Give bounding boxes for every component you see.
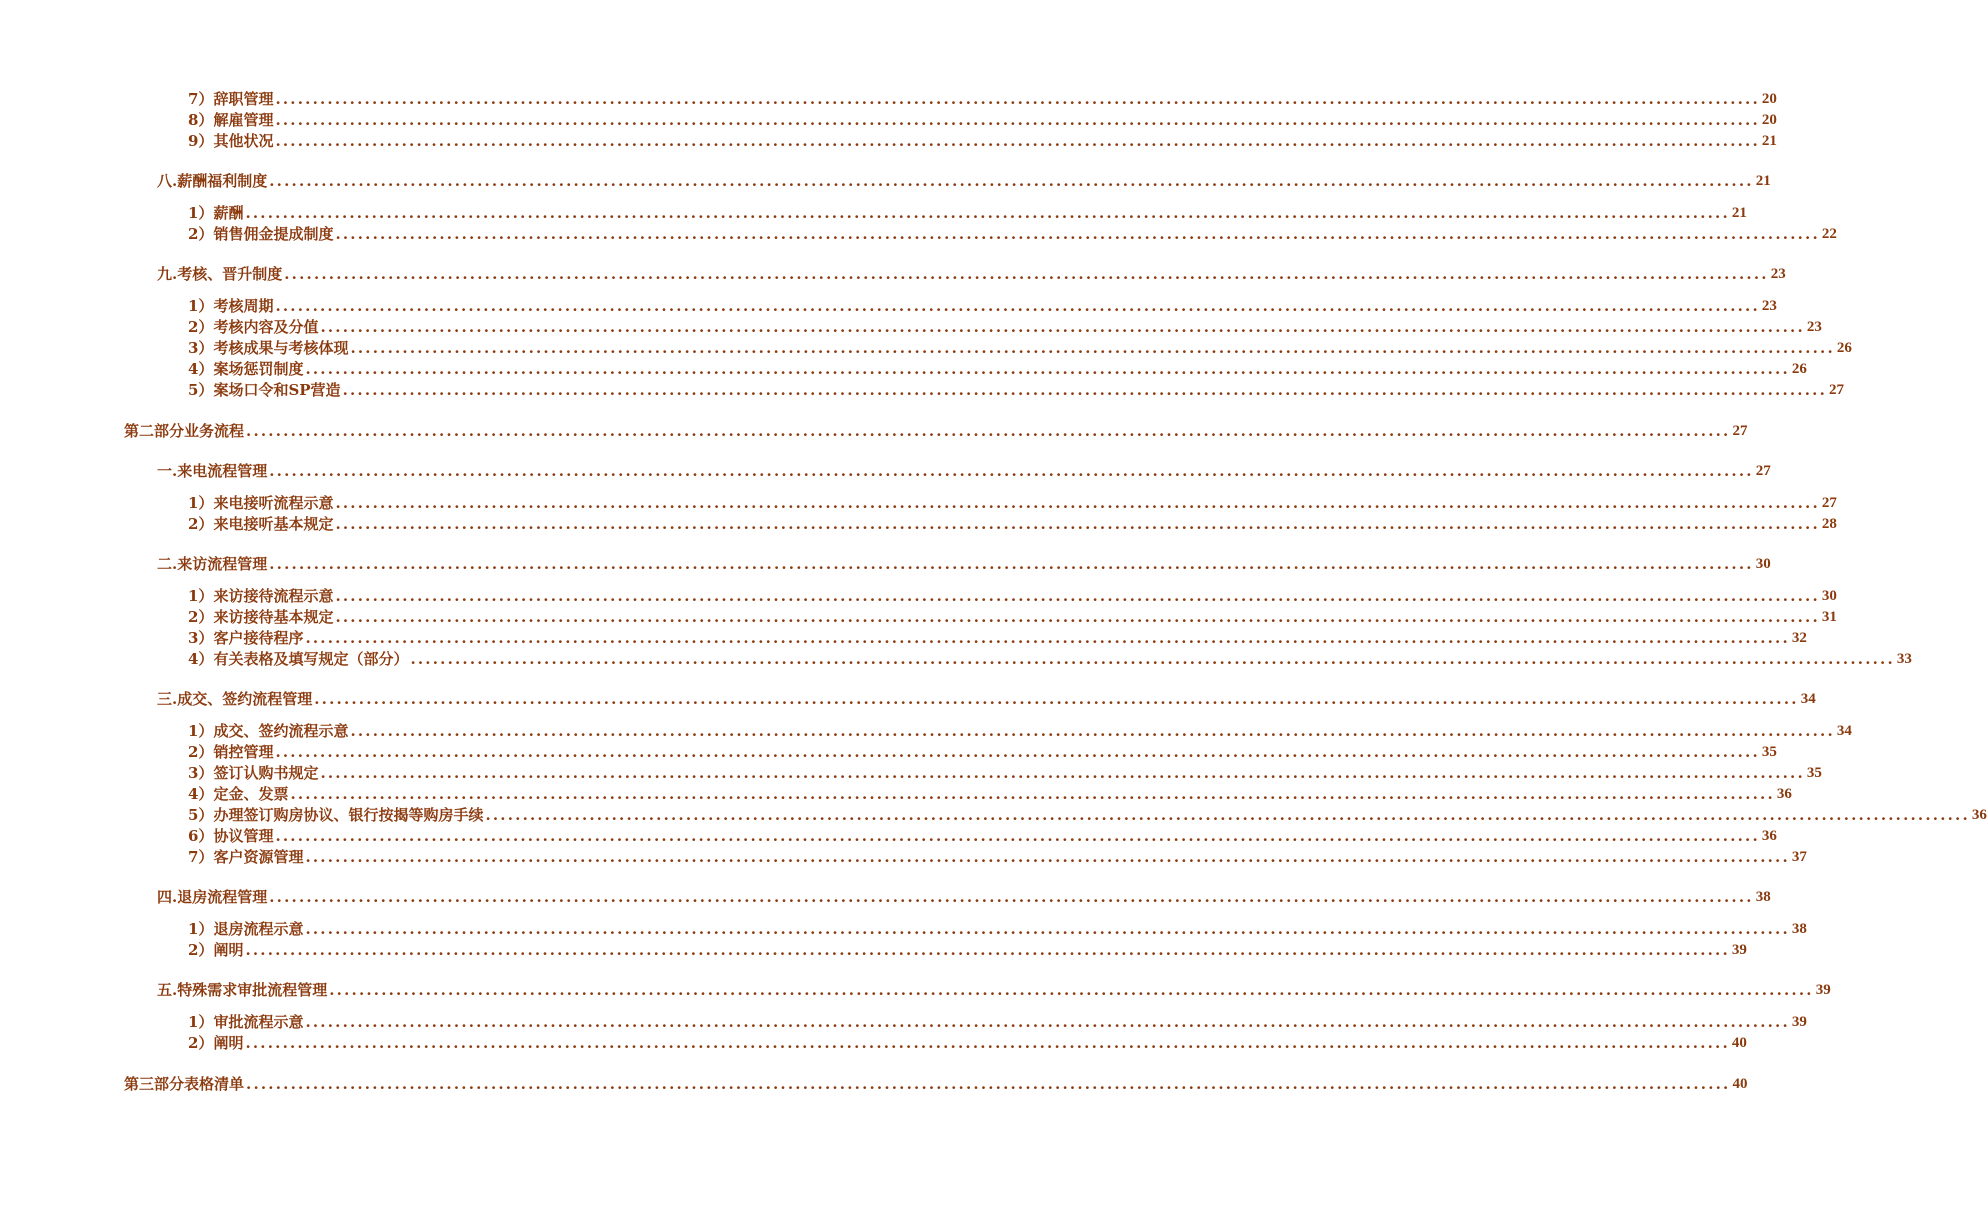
spacer: [0, 1001, 950, 1012]
toc-entry-number: 1）: [188, 722, 214, 740]
toc-entry-page-number: 26: [1791, 361, 1807, 377]
toc-section-entry[interactable]: [0, 224, 1837, 245]
toc-entry-number: 2）: [188, 318, 214, 336]
toc-section-entry[interactable]: [0, 110, 1777, 131]
dot-leader: ........................................................................................................................................................................................................: [305, 920, 1790, 938]
toc-section-entry[interactable]: [0, 763, 1822, 784]
toc-entry-number: 8）: [188, 111, 214, 129]
toc-entry-number: 7）: [188, 90, 214, 108]
toc-section-entry[interactable]: [0, 586, 1837, 607]
toc-entry-title: 阐明: [213, 1034, 244, 1052]
toc-entry-number: 2）: [188, 608, 214, 626]
toc-entry-page-number: 21: [1761, 133, 1777, 149]
toc-entry-page-number: 36: [1776, 786, 1792, 802]
spacer: [0, 442, 950, 461]
toc-section-entry[interactable]: [0, 317, 1822, 338]
dot-leader: ........................................................................................................................................................................................................: [275, 827, 1760, 845]
spacer: [0, 575, 950, 586]
toc-entry-page-number: 27: [1821, 495, 1837, 511]
toc-entry-page-number: 35: [1806, 765, 1822, 781]
spacer: [0, 192, 950, 203]
toc-entry-title: 来电接听流程示意: [213, 494, 334, 512]
toc-entry-page-number: 35: [1761, 744, 1777, 760]
toc-section-entry[interactable]: [0, 607, 1837, 628]
toc-entry-title: 案场口令和SP营造: [213, 381, 341, 399]
toc-entry-number: 二.: [157, 555, 178, 573]
toc-entry-page-number: 39: [1731, 942, 1747, 958]
toc-entry-page-number: 23: [1761, 298, 1777, 314]
toc-entry-number: 八.: [157, 172, 178, 190]
toc-entry-page-number: 34: [1836, 723, 1852, 739]
toc-section-entry[interactable]: [0, 359, 1807, 380]
toc-entry-title: 客户接待程序: [213, 629, 304, 647]
toc-section-entry[interactable]: [0, 649, 1912, 670]
toc-entry-page-number: 20: [1761, 112, 1777, 128]
toc-entry-page-number: 38: [1791, 921, 1807, 937]
dot-leader: ........................................................................................................................................................................................................: [329, 981, 1814, 999]
toc-chapter-entry[interactable]: [0, 554, 1771, 575]
toc-entry-number: 2）: [188, 743, 214, 761]
toc-part-entry[interactable]: [0, 1073, 1748, 1095]
dot-leader: ........................................................................................................................................................................................................: [335, 225, 1820, 243]
toc-entry-number: 7）: [188, 848, 214, 866]
toc-section-entry[interactable]: [0, 847, 1807, 868]
toc-entry-number: 5）: [188, 806, 214, 824]
toc-entry-title: 其他状况: [213, 132, 274, 150]
toc-section-entry[interactable]: [0, 380, 1844, 401]
dot-leader: ........................................................................................................................................................................................................: [335, 494, 1820, 512]
toc-entry-title: 退房流程管理: [177, 888, 268, 906]
toc-entry-number: 1）: [188, 297, 214, 315]
dot-leader: ........................................................................................................................................................................................................: [275, 132, 1760, 150]
dot-leader: ........................................................................................................................................................................................................: [305, 848, 1790, 866]
toc-entry-number: 九.: [157, 265, 178, 283]
toc-entry-number: 5）: [188, 381, 214, 399]
dot-leader: ........................................................................................................................................................................................................: [350, 722, 1835, 740]
dot-leader: ........................................................................................................................................................................................................: [269, 462, 1754, 480]
toc-entry-page-number: 39: [1815, 982, 1831, 998]
dot-leader: ........................................................................................................................................................................................................: [275, 90, 1760, 108]
toc-entry-title: 阐明: [213, 941, 244, 959]
table-of-contents: [0, 89, 1987, 1095]
toc-entry-page-number: 27: [1829, 382, 1844, 398]
spacer: [0, 245, 950, 264]
toc-entry-number: 3）: [188, 629, 214, 647]
toc-entry-title: 协议管理: [213, 827, 274, 845]
toc-entry-title: 定金、发票: [213, 785, 289, 803]
toc-entry-title: 考核成果与考核体现: [213, 339, 349, 357]
toc-entry-page-number: 27: [1755, 463, 1771, 479]
toc-section-entry[interactable]: [0, 131, 1777, 152]
toc-entry-page-number: 40: [1732, 1076, 1748, 1092]
toc-entry-page-number: 33: [1896, 651, 1912, 667]
dot-leader: ........................................................................................................................................................................................................: [305, 1013, 1790, 1031]
toc-entry-title: 成交、签约流程示意: [213, 722, 349, 740]
toc-entry-number: 五.: [157, 981, 178, 999]
toc-entry-title: 考核周期: [213, 297, 274, 315]
toc-entry-title: 有关表格及填写规定（部分）: [213, 650, 409, 668]
toc-chapter-entry[interactable]: [0, 171, 1771, 192]
toc-entry-title: 考核、晋升制度: [177, 265, 283, 283]
toc-section-entry[interactable]: [0, 493, 1837, 514]
toc-entry-number: 4）: [188, 650, 214, 668]
dot-leader: ........................................................................................................................................................................................................: [275, 111, 1760, 129]
spacer: [0, 535, 950, 554]
spacer: [0, 961, 950, 980]
spacer: [0, 285, 950, 296]
toc-entry-title: 解雇管理: [213, 111, 274, 129]
toc-entry-title: 来电接听基本规定: [213, 515, 334, 533]
toc-entry-page-number: 28: [1821, 516, 1837, 532]
toc-entry-title: 来访接待基本规定: [213, 608, 334, 626]
toc-entry-number: 1）: [188, 494, 214, 512]
dot-leader: ........................................................................................................................................................................................................: [305, 360, 1790, 378]
dot-leader: ........................................................................................................................................................................................................: [314, 690, 1799, 708]
toc-entry-page-number: 40: [1731, 1035, 1747, 1051]
toc-entry-title: 客户资源管理: [213, 848, 304, 866]
spacer: [0, 1054, 950, 1073]
toc-section-entry[interactable]: [0, 1033, 1747, 1054]
toc-entry-number: 4）: [188, 360, 214, 378]
toc-entry-title: 薪酬福利制度: [177, 172, 268, 190]
toc-entry-title: 办理签订购房协议、银行按揭等购房手续: [213, 806, 484, 824]
toc-entry-page-number: 21: [1755, 173, 1771, 189]
toc-entry-title: 成交、签约流程管理: [177, 690, 313, 708]
toc-entry-page-number: 31: [1821, 609, 1837, 625]
dot-leader: ........................................................................................................................................................................................................: [245, 204, 1730, 222]
toc-entry-number: 一.: [157, 462, 178, 480]
toc-entry-number: 1）: [188, 587, 214, 605]
toc-entry-title: 销售佣金提成制度: [213, 225, 334, 243]
toc-entry-number: 2）: [188, 1034, 214, 1052]
toc-entry-title: 签订认购书规定: [213, 764, 319, 782]
toc-entry-page-number: 20: [1761, 91, 1777, 107]
toc-entry-title: 退房流程示意: [213, 920, 304, 938]
toc-section-entry[interactable]: [0, 940, 1747, 961]
toc-entry-number: 2）: [188, 941, 214, 959]
toc-entry-number: 3）: [188, 764, 214, 782]
dot-leader: ........................................................................................................................................................................................................: [305, 629, 1790, 647]
toc-entry-page-number: 37: [1791, 849, 1807, 865]
dot-leader: ........................................................................................................................................................................................................: [246, 422, 1731, 440]
dot-leader: ........................................................................................................................................................................................................: [485, 806, 1970, 824]
toc-section-entry[interactable]: [0, 784, 1792, 805]
toc-entry-number: 4）: [188, 785, 214, 803]
toc-entry-title: 审批流程示意: [213, 1013, 304, 1031]
toc-entry-page-number: 39: [1791, 1014, 1807, 1030]
toc-chapter-entry[interactable]: [0, 264, 1786, 285]
toc-entry-page-number: 23: [1770, 266, 1786, 282]
dot-leader: ........................................................................................................................................................................................................: [350, 339, 1835, 357]
dot-leader: ........................................................................................................................................................................................................: [245, 1034, 1730, 1052]
toc-entry-number: 第二部分: [124, 422, 185, 440]
toc-entry-title: 辞职管理: [213, 90, 274, 108]
spacer: [0, 908, 950, 919]
toc-entry-title: 来访流程管理: [177, 555, 268, 573]
toc-entry-page-number: 30: [1755, 556, 1771, 572]
toc-entry-number: 1）: [188, 204, 214, 222]
spacer: [0, 710, 950, 721]
toc-entry-title: 销控管理: [213, 743, 274, 761]
toc-entry-page-number: 27: [1732, 423, 1748, 439]
dot-leader: ........................................................................................................................................................................................................: [410, 650, 1895, 668]
spacer: [0, 152, 950, 171]
toc-entry-page-number: 22: [1821, 226, 1837, 242]
toc-section-entry[interactable]: [0, 742, 1777, 763]
toc-section-entry[interactable]: [0, 919, 1807, 940]
toc-entry-number: 第三部分: [124, 1075, 185, 1093]
toc-entry-title: 业务流程: [184, 422, 245, 440]
spacer: [0, 670, 950, 689]
toc-entry-title: 来电流程管理: [177, 462, 268, 480]
toc-entry-number: 9）: [188, 132, 214, 150]
toc-entry-page-number: 36: [1971, 807, 1987, 823]
dot-leader: ........................................................................................................................................................................................................: [246, 1075, 1731, 1093]
dot-leader: ........................................................................................................................................................................................................: [342, 381, 1827, 399]
toc-entry-title: 薪酬: [213, 204, 244, 222]
toc-entry-number: 1）: [188, 920, 214, 938]
toc-section-entry[interactable]: [0, 628, 1807, 649]
dot-leader: ........................................................................................................................................................................................................: [275, 743, 1760, 761]
toc-entry-number: 6）: [188, 827, 214, 845]
toc-section-entry[interactable]: [0, 203, 1747, 224]
dot-leader: ........................................................................................................................................................................................................: [269, 172, 1754, 190]
spacer: [0, 401, 950, 420]
toc-entry-page-number: 38: [1755, 889, 1771, 905]
dot-leader: ........................................................................................................................................................................................................: [269, 555, 1754, 573]
toc-entry-title: 考核内容及分值: [213, 318, 319, 336]
toc-entry-number: 2）: [188, 225, 214, 243]
dot-leader: ........................................................................................................................................................................................................: [335, 608, 1820, 626]
toc-entry-number: 三.: [157, 690, 178, 708]
toc-section-entry[interactable]: [0, 514, 1837, 535]
dot-leader: ........................................................................................................................................................................................................: [275, 297, 1760, 315]
spacer: [0, 482, 950, 493]
toc-section-entry[interactable]: [0, 338, 1852, 359]
toc-entry-page-number: 36: [1761, 828, 1777, 844]
toc-entry-page-number: 34: [1800, 691, 1816, 707]
toc-entry-page-number: 26: [1836, 340, 1852, 356]
dot-leader: ........................................................................................................................................................................................................: [269, 888, 1754, 906]
dot-leader: ........................................................................................................................................................................................................: [335, 587, 1820, 605]
toc-entry-number: 2）: [188, 515, 214, 533]
toc-section-entry[interactable]: [0, 1012, 1807, 1033]
toc-entry-page-number: 23: [1806, 319, 1822, 335]
spacer: [0, 868, 950, 887]
toc-entry-title: 特殊需求审批流程管理: [177, 981, 328, 999]
toc-part-entry[interactable]: [0, 420, 1748, 442]
toc-entry-page-number: 32: [1791, 630, 1807, 646]
toc-entry-page-number: 21: [1731, 205, 1747, 221]
toc-entry-number: 1）: [188, 1013, 214, 1031]
toc-chapter-entry[interactable]: [0, 461, 1771, 482]
dot-leader: ........................................................................................................................................................................................................: [245, 941, 1730, 959]
toc-section-entry[interactable]: [0, 826, 1777, 847]
toc-entry-number: 3）: [188, 339, 214, 357]
toc-chapter-entry[interactable]: [0, 887, 1771, 908]
dot-leader: ........................................................................................................................................................................................................: [320, 764, 1805, 782]
dot-leader: ........................................................................................................................................................................................................: [284, 265, 1769, 283]
toc-section-entry[interactable]: [0, 805, 1987, 826]
toc-section-entry[interactable]: [0, 721, 1852, 742]
toc-chapter-entry[interactable]: [0, 689, 1816, 710]
toc-entry-number: 四.: [157, 888, 178, 906]
toc-entry-title: 案场惩罚制度: [213, 360, 304, 378]
toc-entry-title: 来访接待流程示意: [213, 587, 334, 605]
dot-leader: ........................................................................................................................................................................................................: [290, 785, 1775, 803]
toc-section-entry[interactable]: [0, 296, 1777, 317]
toc-section-entry[interactable]: [0, 89, 1777, 110]
dot-leader: ........................................................................................................................................................................................................: [335, 515, 1820, 533]
dot-leader: ........................................................................................................................................................................................................: [320, 318, 1805, 336]
toc-chapter-entry[interactable]: [0, 980, 1831, 1001]
toc-entry-page-number: 30: [1821, 588, 1837, 604]
toc-entry-title: 表格清单: [184, 1075, 245, 1093]
